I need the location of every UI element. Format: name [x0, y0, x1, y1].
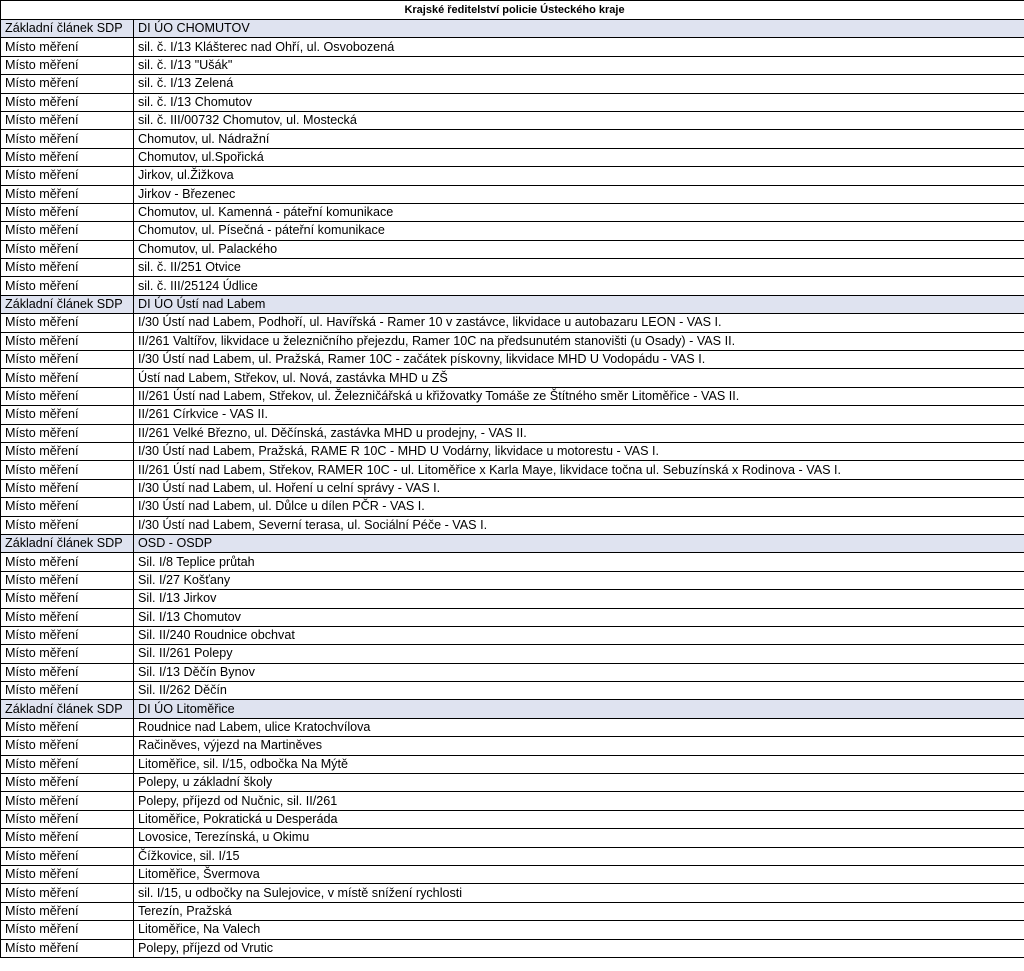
label-cell: Místo měření — [1, 369, 134, 387]
label-cell: Místo měření — [1, 626, 134, 644]
table-row — [1, 645, 1024, 663]
table-row — [1, 406, 1024, 424]
location-cell: Sil. II/261 Polepy — [134, 645, 1024, 663]
label-cell: Místo měření — [1, 755, 134, 773]
location-cell: Chomutov, ul. Kamenná - páteřní komunikace — [134, 203, 1024, 221]
table-row — [1, 902, 1024, 920]
section-name-cell: DI ÚO Ústí nad Labem — [134, 295, 1024, 313]
location-cell: Polepy, příjezd od Nučnic, sil. II/261 — [134, 792, 1024, 810]
location-cell: Chomutov, ul.Spořická — [134, 148, 1024, 166]
label-cell: Místo měření — [1, 737, 134, 755]
location-cell: Jirkov, ul.Žižkova — [134, 167, 1024, 185]
table-row — [1, 277, 1024, 295]
label-cell: Místo měření — [1, 222, 134, 240]
location-cell: sil. č. I/13 Klášterec nad Ohří, ul. Osvobozená — [134, 38, 1024, 56]
table-row — [1, 847, 1024, 865]
table-row — [1, 737, 1024, 755]
table-row — [1, 553, 1024, 571]
section-row — [1, 700, 1024, 718]
table-row — [1, 167, 1024, 185]
section-label-cell: Základní článek SDP — [1, 534, 134, 552]
title-row — [1, 1, 1024, 20]
label-cell: Místo měření — [1, 498, 134, 516]
table-row — [1, 571, 1024, 589]
table-row — [1, 663, 1024, 681]
label-cell: Místo měření — [1, 939, 134, 957]
table-row — [1, 608, 1024, 626]
label-cell: Místo měření — [1, 442, 134, 460]
table-row — [1, 93, 1024, 111]
table-row — [1, 240, 1024, 258]
sheet-title: Krajské ředitelství policie Ústeckého kraje — [1, 1, 1024, 20]
location-cell: II/261 Velké Březno, ul. Děčínská, zastávka MHD u prodejny, - VAS II. — [134, 424, 1024, 442]
table-row — [1, 921, 1024, 939]
label-cell: Místo měření — [1, 663, 134, 681]
label-cell: Místo měření — [1, 461, 134, 479]
location-cell: Jirkov - Březenec — [134, 185, 1024, 203]
label-cell: Místo měření — [1, 921, 134, 939]
location-cell: sil. č. I/13 "Ušák" — [134, 56, 1024, 74]
label-cell: Místo měření — [1, 865, 134, 883]
label-cell: Místo měření — [1, 93, 134, 111]
location-cell: Chomutov, ul. Písečná - páteřní komunikace — [134, 222, 1024, 240]
table-row — [1, 718, 1024, 736]
table-row — [1, 203, 1024, 221]
table-row — [1, 865, 1024, 883]
label-cell: Místo měření — [1, 314, 134, 332]
location-cell: Račiněves, výjezd na Martiněves — [134, 737, 1024, 755]
location-cell: Polepy, příjezd od Vrutic — [134, 939, 1024, 957]
location-cell: Polepy, u základní školy — [134, 774, 1024, 792]
table-row — [1, 351, 1024, 369]
table-row — [1, 185, 1024, 203]
table-row — [1, 442, 1024, 460]
location-cell: Ústí nad Labem, Střekov, ul. Nová, zastávka MHD u ZŠ — [134, 369, 1024, 387]
label-cell: Místo měření — [1, 111, 134, 129]
label-cell: Místo měření — [1, 810, 134, 828]
table-row — [1, 56, 1024, 74]
location-cell: I/30 Ústí nad Labem, Podhoří, ul. Havířská - Ramer 10 v zastávce, likvidace u autobazaru LEON - VAS I. — [134, 314, 1024, 332]
location-cell: sil. č. II/251 Otvice — [134, 259, 1024, 277]
location-cell: Chomutov, ul. Palackého — [134, 240, 1024, 258]
location-cell: Sil. I/27 Košťany — [134, 571, 1024, 589]
section-label-cell: Základní článek SDP — [1, 295, 134, 313]
location-cell: Lovosice, Terezínská, u Okimu — [134, 829, 1024, 847]
label-cell: Místo měření — [1, 75, 134, 93]
section-row — [1, 20, 1024, 38]
table-row — [1, 38, 1024, 56]
label-cell: Místo měření — [1, 56, 134, 74]
table-row — [1, 810, 1024, 828]
label-cell: Místo měření — [1, 406, 134, 424]
table-row — [1, 829, 1024, 847]
label-cell: Místo měření — [1, 167, 134, 185]
label-cell: Místo měření — [1, 424, 134, 442]
location-cell: II/261 Ústí nad Labem, Střekov, RAMER 10C - ul. Litoměřice x Karla Maye, likvidace točna ul. Sebuzínská x Rodinova - VAS I. — [134, 461, 1024, 479]
location-cell: Sil. II/240 Roudnice obchvat — [134, 626, 1024, 644]
label-cell: Místo měření — [1, 553, 134, 571]
location-cell: I/30 Ústí nad Labem, ul. Pražská, Ramer 10C - začátek pískovny, likvidace MHD U Vodopádu - VAS I. — [134, 351, 1024, 369]
location-cell: Litoměřice, Pokratická u Desperáda — [134, 810, 1024, 828]
location-cell: sil. č. III/25124 Údlice — [134, 277, 1024, 295]
location-cell: Sil. I/13 Chomutov — [134, 608, 1024, 626]
label-cell: Místo měření — [1, 718, 134, 736]
label-cell: Místo měření — [1, 351, 134, 369]
label-cell: Místo měření — [1, 185, 134, 203]
table-row — [1, 755, 1024, 773]
table-row — [1, 111, 1024, 129]
table-row — [1, 148, 1024, 166]
section-name-cell: OSD - OSDP — [134, 534, 1024, 552]
label-cell: Místo měření — [1, 259, 134, 277]
location-cell: Chomutov, ul. Nádražní — [134, 130, 1024, 148]
table-row — [1, 461, 1024, 479]
label-cell: Místo měření — [1, 774, 134, 792]
section-label-cell: Základní článek SDP — [1, 20, 134, 38]
location-cell: Roudnice nad Labem, ulice Kratochvílova — [134, 718, 1024, 736]
label-cell: Místo měření — [1, 829, 134, 847]
table-row — [1, 75, 1024, 93]
location-cell: sil. č. III/00732 Chomutov, ul. Mostecká — [134, 111, 1024, 129]
table-row — [1, 314, 1024, 332]
label-cell: Místo měření — [1, 884, 134, 902]
table-row — [1, 884, 1024, 902]
label-cell: Místo měření — [1, 240, 134, 258]
location-cell: sil. č. I/13 Zelená — [134, 75, 1024, 93]
table-row — [1, 130, 1024, 148]
location-cell: Litoměřice, Švermova — [134, 865, 1024, 883]
table-row — [1, 369, 1024, 387]
label-cell: Místo měření — [1, 847, 134, 865]
label-cell: Místo měření — [1, 38, 134, 56]
section-row — [1, 295, 1024, 313]
label-cell: Místo měření — [1, 516, 134, 534]
table-row — [1, 222, 1024, 240]
location-cell: II/261 Církvice - VAS II. — [134, 406, 1024, 424]
location-cell: Čížkovice, sil. I/15 — [134, 847, 1024, 865]
location-cell: Sil. I/8 Teplice průtah — [134, 553, 1024, 571]
section-row — [1, 534, 1024, 552]
label-cell: Místo měření — [1, 571, 134, 589]
section-name-cell: DI ÚO Litoměřice — [134, 700, 1024, 718]
table-row — [1, 479, 1024, 497]
label-cell: Místo měření — [1, 277, 134, 295]
location-cell: sil. č. I/13 Chomutov — [134, 93, 1024, 111]
table-row — [1, 682, 1024, 700]
table-row — [1, 259, 1024, 277]
location-cell: Sil. I/13 Jirkov — [134, 590, 1024, 608]
label-cell: Místo měření — [1, 792, 134, 810]
table-row — [1, 939, 1024, 957]
table-row — [1, 626, 1024, 644]
label-cell: Místo měření — [1, 387, 134, 405]
location-cell: sil. I/15, u odbočky na Sulejovice, v místě snížení rychlosti — [134, 884, 1024, 902]
label-cell: Místo měření — [1, 130, 134, 148]
location-cell: II/261 Ústí nad Labem, Střekov, ul. Železničářská u křižovatky Tomáše ze Štítného směr Litoměřice - VAS II. — [134, 387, 1024, 405]
section-label-cell: Základní článek SDP — [1, 700, 134, 718]
label-cell: Místo měření — [1, 203, 134, 221]
label-cell: Místo měření — [1, 479, 134, 497]
location-cell: I/30 Ústí nad Labem, ul. Důlce u dílen PČR - VAS I. — [134, 498, 1024, 516]
table-row — [1, 387, 1024, 405]
table-body — [1, 1, 1024, 958]
table-row — [1, 516, 1024, 534]
label-cell: Místo měření — [1, 902, 134, 920]
table-row — [1, 498, 1024, 516]
location-cell: I/30 Ústí nad Labem, ul. Hoření u celní správy - VAS I. — [134, 479, 1024, 497]
label-cell: Místo měření — [1, 148, 134, 166]
table-row — [1, 424, 1024, 442]
table-row — [1, 774, 1024, 792]
location-cell: Litoměřice, sil. I/15, odbočka Na Mýtě — [134, 755, 1024, 773]
label-cell: Místo měření — [1, 590, 134, 608]
location-cell: II/261 Valtířov, likvidace u železničního přejezdu, Ramer 10C na předsunutém stanovišti (u Osady) - VAS II. — [134, 332, 1024, 350]
location-cell: Terezín, Pražská — [134, 902, 1024, 920]
location-cell: Litoměřice, Na Valech — [134, 921, 1024, 939]
label-cell: Místo měření — [1, 682, 134, 700]
location-cell: Sil. II/262 Děčín — [134, 682, 1024, 700]
table-row — [1, 792, 1024, 810]
label-cell: Místo měření — [1, 608, 134, 626]
table-row — [1, 590, 1024, 608]
location-cell: I/30 Ústí nad Labem, Pražská, RAME R 10C - MHD U Vodárny, likvidace u motorestu - VAS I. — [134, 442, 1024, 460]
location-cell: Sil. I/13 Děčín Bynov — [134, 663, 1024, 681]
location-cell: I/30 Ústí nad Labem, Severní terasa, ul. Sociální Péče - VAS I. — [134, 516, 1024, 534]
label-cell: Místo měření — [1, 332, 134, 350]
label-cell: Místo měření — [1, 645, 134, 663]
section-name-cell: DI ÚO CHOMUTOV — [134, 20, 1024, 38]
table-row — [1, 332, 1024, 350]
